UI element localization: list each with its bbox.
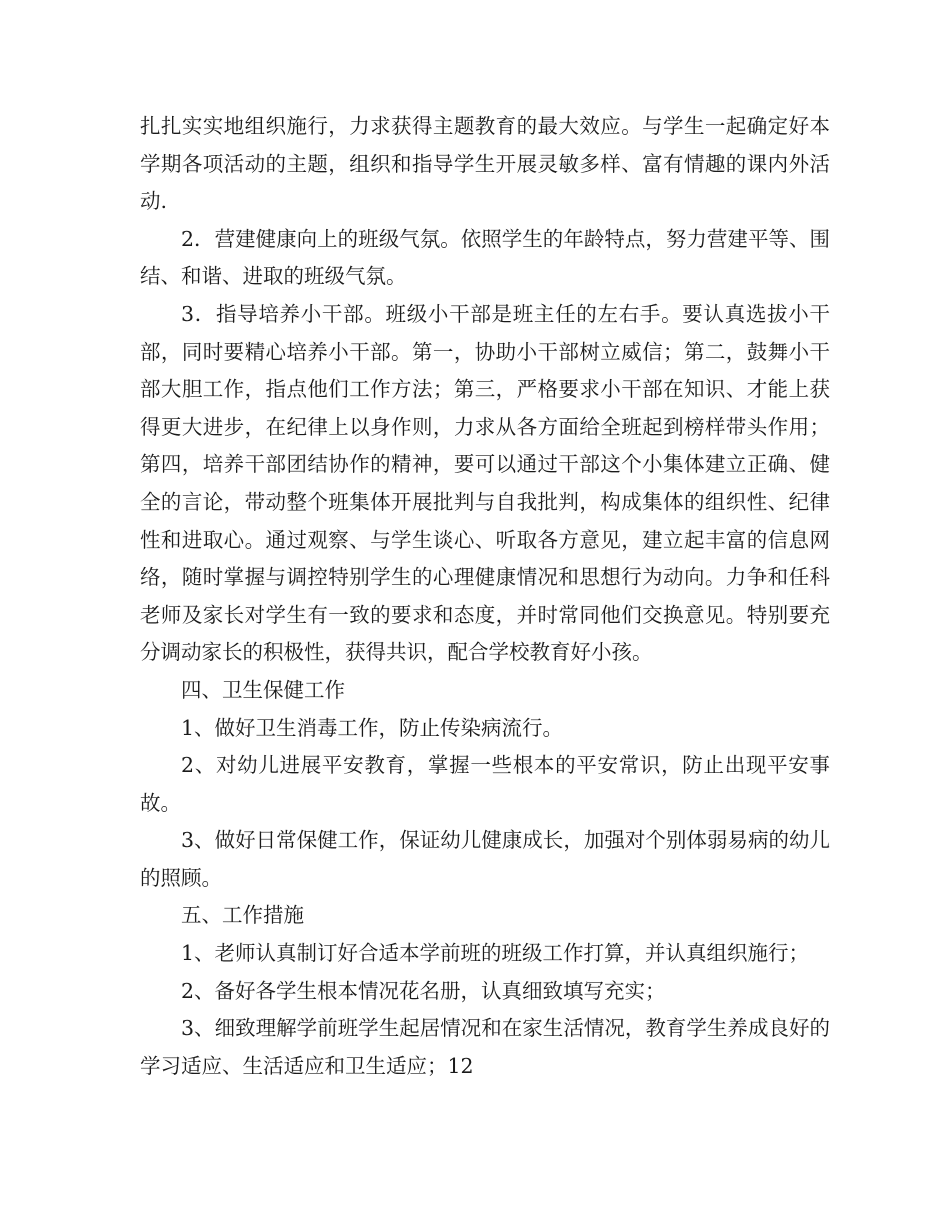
paragraph-disinfection: 1、做好卫生消毒工作，防止传染病流行。 [181,715,564,740]
section-heading-health-care: 四、卫生保健工作 [181,677,345,702]
paragraph-daily-health: 3、做好日常保健工作，保证幼儿健康成长，加强对个别体弱易病的幼儿的照顾。 [140,828,830,890]
paragraph-class-atmosphere: 2．营建健康向上的班级气氛。依照学生的年龄特点，努力营建平等、围结、和谐、进取的班级气氛。 [140,226,830,289]
paragraph-work-plan: 1、老师认真制订好合适本学前班的班级工作打算，并认真组织施行； [181,941,810,966]
paragraph-class-cadres: 3．指导培养小干部。班级小干部是班主任的左右手。要认真选拔小干部，同时要精心培养小干部。第一，协助小干部树立威信；第二，鼓舞小干部大胆工作，指点他们工作方法；第三，严格要求小干部在知识、才能上获得更大进步，在纪律上以身作则，力求从各方面给全班起到榜样带头作用；第四，培养干部团结协作的精神，要可以通过干部这个小集体建立正确、健全的言论，带动整个班集体开展批判与自我批判，构成集体的组织性、纪律性和进取心。通过观察、与学生谈心、听取各方意见，建立起丰富的信息网络，随时掌握与调控特别学生的心理健康情况和思想行为动向。力争和任科老师及家长对学生有一致的要求和态度，并时常同他们交换意见。特别要充分调动家长的积极性，获得共识，配合学校教育好小孩。 [140,301,830,665]
paragraph-safety-education: 2、对幼儿进展平安教育，掌握一些根本的平安常识，防止出现平安事故。 [140,753,830,815]
paragraph-intro-continuation: 扎扎实实地组织施行，力求获得主题教育的最大效应。与学生一起确定好本学期各项活动的主题，组织和指导学生开展灵敏多样、富有情趣的课内外活动. [140,114,830,214]
section-heading-work-measures: 五、工作措施 [181,903,304,928]
document-body [140,108,830,1085]
paragraph-student-habits: 3、细致理解学前班学生起居情况和在家生活情况，教育学生养成良好的学习适应、生活适应和卫生适应；12 [140,1016,830,1078]
paragraph-student-roster: 2、备好各学生根本情况花名册，认真细致填写充实； [181,978,666,1003]
